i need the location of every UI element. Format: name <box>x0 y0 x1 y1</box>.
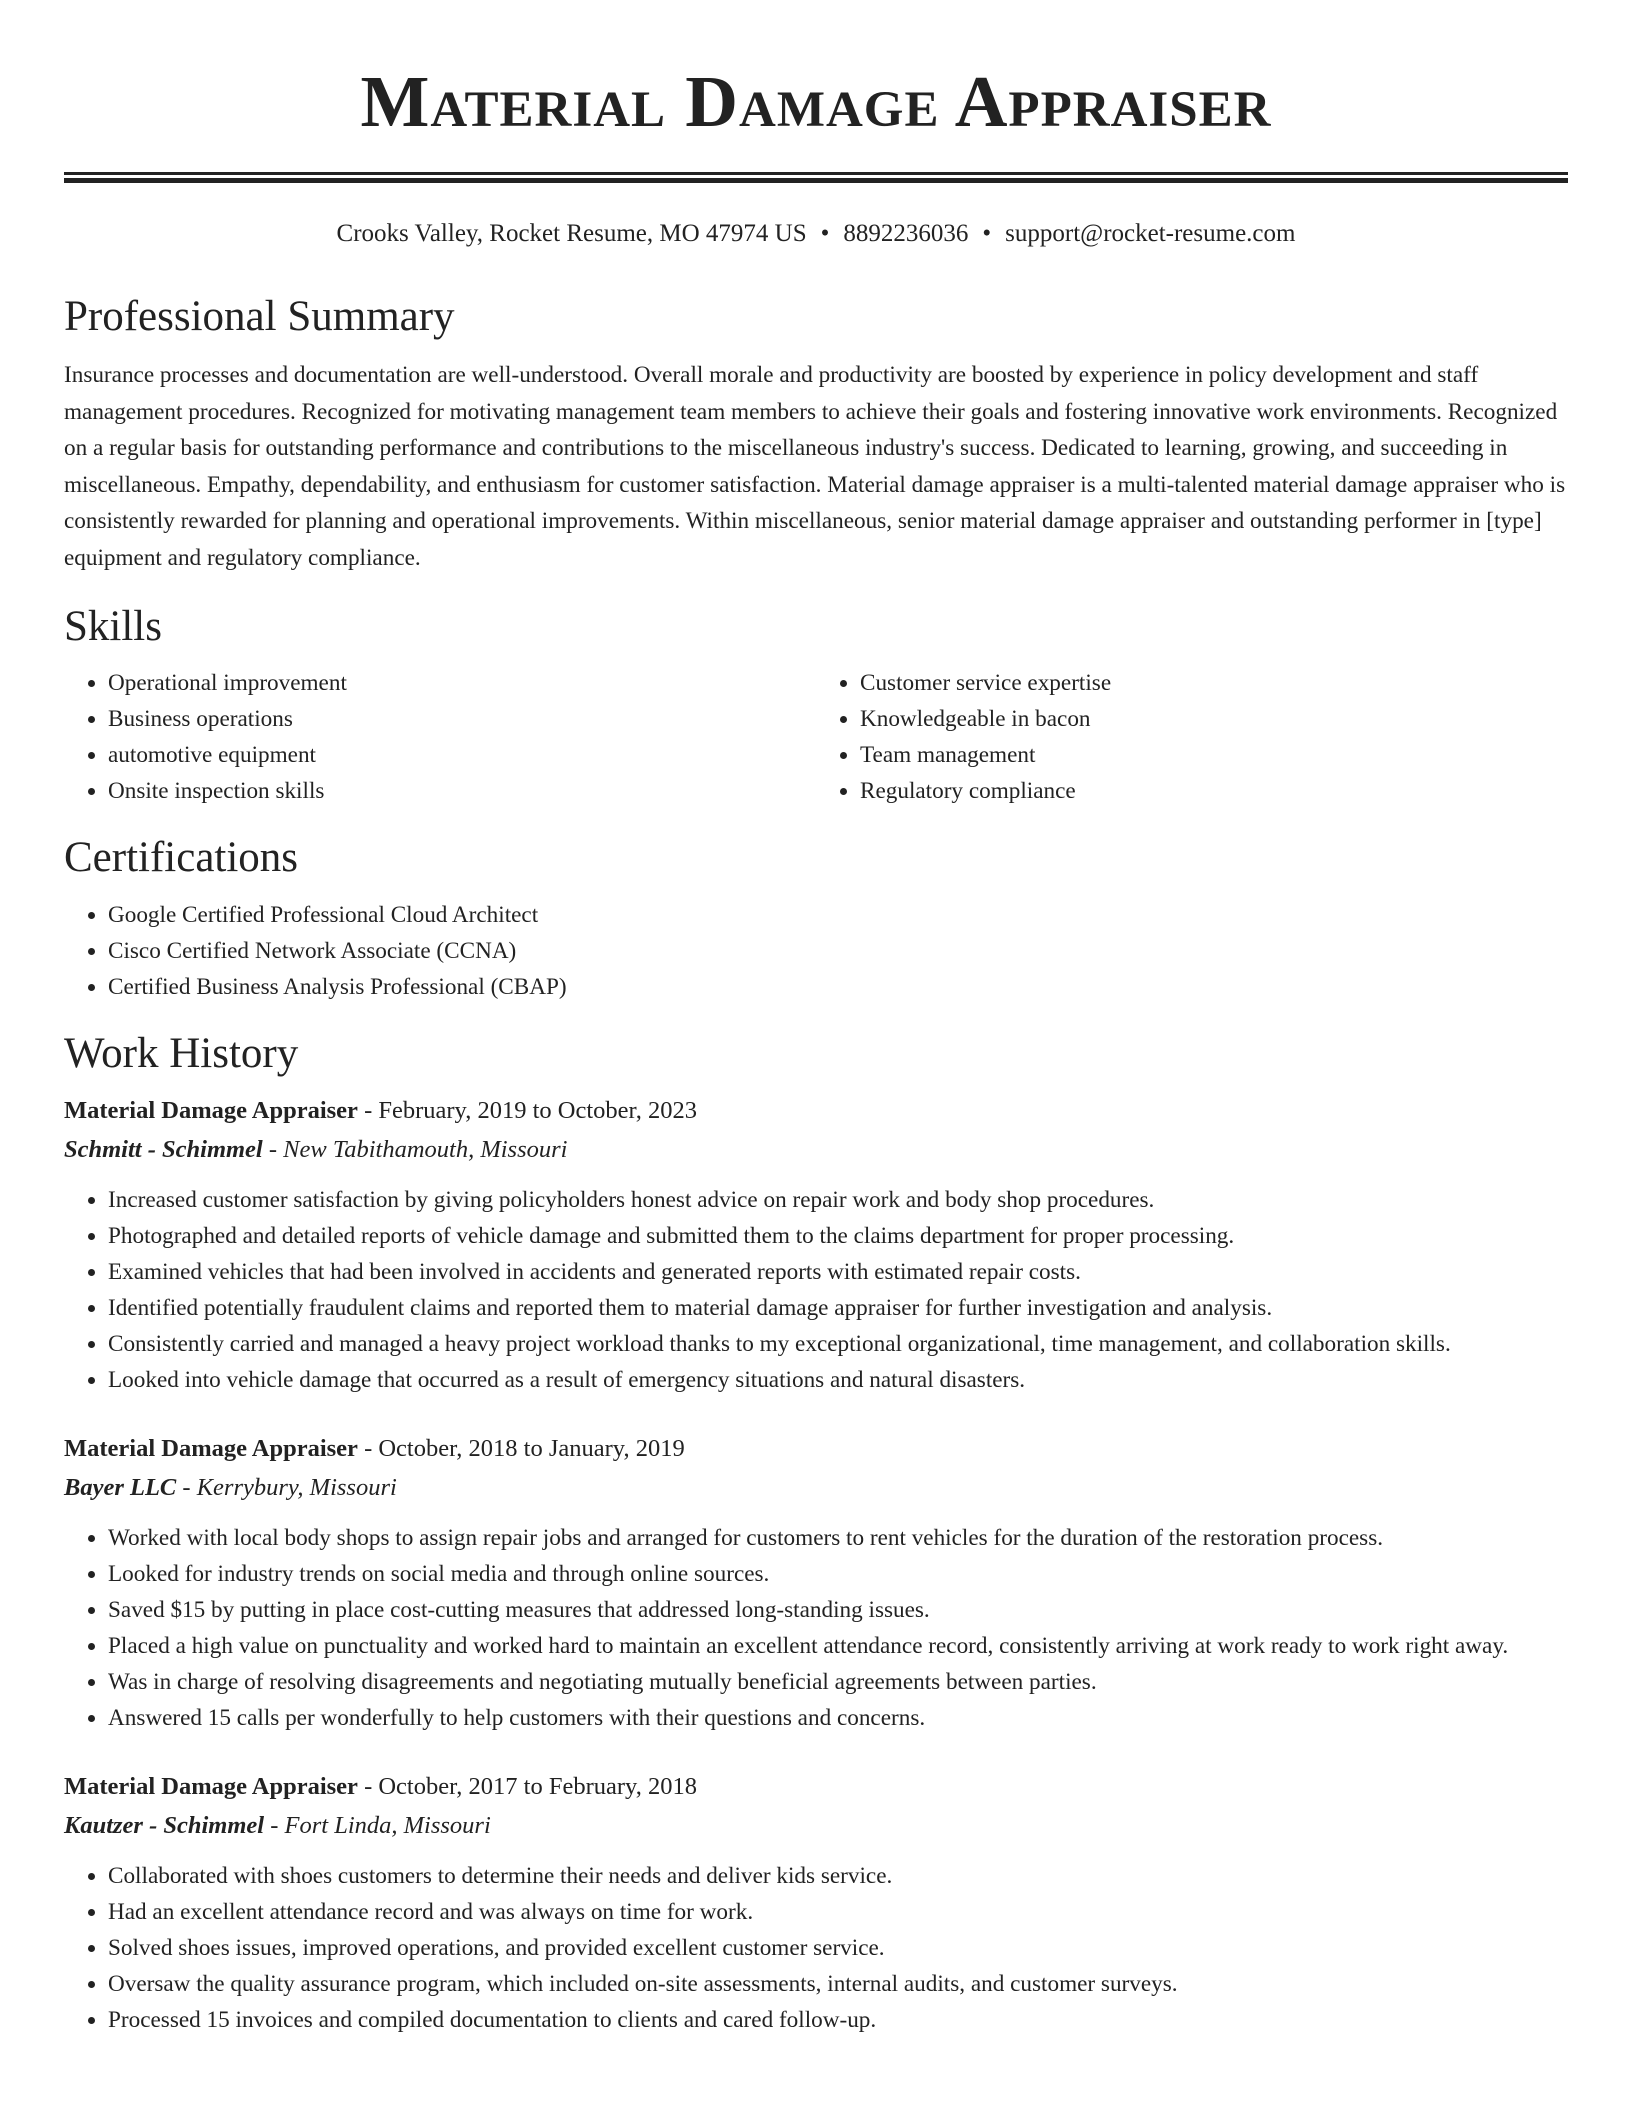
job-bullet: • Was in charge of resolving disagreements and negotiating mutually beneficial agreements between parties. <box>108 1664 1568 1700</box>
job-title-line <box>64 1092 1568 1130</box>
job-title-line <box>64 1768 1568 1806</box>
certification-item: • Cisco Certified Network Associate (CCNA) <box>108 933 1568 969</box>
job-bullet: • Oversaw the quality assurance program, which included on-site assessments, internal audits, and customer surveys. <box>108 1966 1568 2002</box>
job-bullet: • Processed 15 invoices and compiled documentation to clients and cared follow-up. <box>108 2002 1568 2038</box>
job-bullet: • Looked for industry trends on social media and through online sources. <box>108 1556 1568 1592</box>
job-bullet: • Placed a high value on punctuality and worked hard to maintain an excellent attendance record, consistently arriving at work ready to work right away. <box>108 1628 1568 1664</box>
job-bullet: • Identified potentially fraudulent claims and reported them to material damage appraiser for further investigation and analysis. <box>108 1290 1568 1326</box>
resume-name: Material Damage Appraiser <box>360 61 1272 142</box>
job-bullets <box>64 1858 1568 2038</box>
job-title-line <box>64 1430 1568 1468</box>
work-history-heading: Work History <box>64 1030 299 1077</box>
job-entry <box>64 1092 1568 1398</box>
job-dash: - <box>268 1136 278 1163</box>
certification-item: • Certified Business Analysis Professional (CBAP) <box>108 969 1568 1005</box>
header-rule <box>64 172 1568 183</box>
work-history-section <box>64 1028 1568 2038</box>
job-entry <box>64 1430 1568 1736</box>
skills-grid <box>64 665 1568 809</box>
job-bullet: • Examined vehicles that had been involved in accidents and generated reports with estimated repair costs. <box>108 1254 1568 1290</box>
skills-list-left <box>64 665 816 809</box>
job-dash: - <box>182 1474 191 1501</box>
skill-item: • Business operations <box>108 701 816 737</box>
skills-section <box>64 601 1568 809</box>
contact-line <box>64 217 1568 251</box>
job-company: Kautzer - Schimmel <box>64 1812 265 1839</box>
skill-item: • Knowledgeable in bacon <box>860 701 1568 737</box>
contact-address: Crooks Valley, Rocket Resume, MO 47974 US <box>336 220 807 247</box>
job-dates: October, 2017 to February, 2018 <box>378 1773 697 1800</box>
job-bullet: • Photographed and detailed reports of vehicle damage and submitted them to the claims department for proper processing. <box>108 1218 1568 1254</box>
job-location: Fort Linda, Missouri <box>284 1812 491 1839</box>
job-company: Schmitt - Schimmel <box>64 1136 263 1163</box>
job-bullet: • Worked with local body shops to assign repair jobs and arranged for customers to rent vehicles for the duration of the restoration process. <box>108 1520 1568 1556</box>
skill-item: • Regulatory compliance <box>860 773 1568 809</box>
contact-phone: 8892236036 <box>843 220 969 247</box>
job-bullet: • Looked into vehicle damage that occurred as a result of emergency situations and natural disasters. <box>108 1362 1568 1398</box>
job-bullets <box>64 1520 1568 1736</box>
skill-item: • Operational improvement <box>108 665 816 701</box>
job-bullet: • Solved shoes issues, improved operations, and provided excellent customer service. <box>108 1930 1568 1966</box>
certifications-section <box>64 832 1568 1005</box>
summary-heading: Professional Summary <box>64 293 455 340</box>
summary-text: Insurance processes and documentation are well-understood. Overall morale and productivity are boosted by experience in policy development and staff management procedures. Recognized for motivating management team members to achieve their goals and fostering innovative work environments. Recognized on a regular basis for outstanding performance and contributions to the miscellaneous industry's success. Dedicated to learning, growing, and succeeding in miscellaneous. Empathy, dependability, and enthusiasm for customer satisfaction. Material damage appraiser is a multi-talented material damage appraiser who is consistently rewarded for planning and operational improvements. Within miscellaneous, senior material damage appraiser and outstanding performer in [type] equipment and regulatory compliance. <box>64 362 1566 571</box>
job-company: Bayer LLC <box>64 1474 177 1501</box>
certification-item: • Google Certified Professional Cloud Architect <box>108 897 1568 933</box>
resume-page <box>64 0 1568 2038</box>
job-bullets <box>64 1182 1568 1398</box>
job-location: Kerrybury, Missouri <box>196 1474 397 1501</box>
contact-email: support@rocket-resume.com <box>1005 220 1296 247</box>
contact-separator: • <box>820 220 830 247</box>
contact-separator: • <box>982 220 992 247</box>
job-dash: - <box>364 1097 373 1124</box>
job-bullet: • Had an excellent attendance record and was always on time for work. <box>108 1894 1568 1930</box>
skill-item: • automotive equipment <box>108 737 816 773</box>
job-dash: - <box>364 1435 373 1462</box>
job-bullet: • Answered 15 calls per wonderfully to help customers with their questions and concerns. <box>108 1700 1568 1736</box>
job-dash: - <box>270 1812 279 1839</box>
job-bullet: • Saved $15 by putting in place cost-cutting measures that addressed long-standing issues. <box>108 1592 1568 1628</box>
skills-heading: Skills <box>64 603 162 650</box>
job-dash: - <box>364 1773 373 1800</box>
job-dates: October, 2018 to January, 2019 <box>378 1435 685 1462</box>
job-location: New Tabithamouth, Missouri <box>283 1136 568 1163</box>
job-dates: February, 2019 to October, 2023 <box>378 1097 697 1124</box>
job-title: Material Damage Appraiser <box>64 1773 358 1800</box>
skill-item: • Onsite inspection skills <box>108 773 816 809</box>
job-company-line <box>64 1468 1568 1508</box>
job-bullet: • Collaborated with shoes customers to determine their needs and deliver kids service. <box>108 1858 1568 1894</box>
job-title: Material Damage Appraiser <box>64 1435 358 1462</box>
job-title: Material Damage Appraiser <box>64 1097 358 1124</box>
job-company-line <box>64 1130 1568 1170</box>
certifications-list <box>64 897 1568 1005</box>
job-bullet: • Consistently carried and managed a heavy project workload thanks to my exceptional organizational, time management, and collaboration skills. <box>108 1326 1568 1362</box>
skill-item: • Customer service expertise <box>860 665 1568 701</box>
summary-section <box>64 291 1568 576</box>
skill-item: • Team management <box>860 737 1568 773</box>
skills-list-right <box>816 665 1568 809</box>
certifications-heading: Certifications <box>64 834 299 881</box>
job-company-line <box>64 1806 1568 1846</box>
job-entry <box>64 1768 1568 2038</box>
job-bullet: • Increased customer satisfaction by giving policyholders honest advice on repair work and body shop procedures. <box>108 1182 1568 1218</box>
